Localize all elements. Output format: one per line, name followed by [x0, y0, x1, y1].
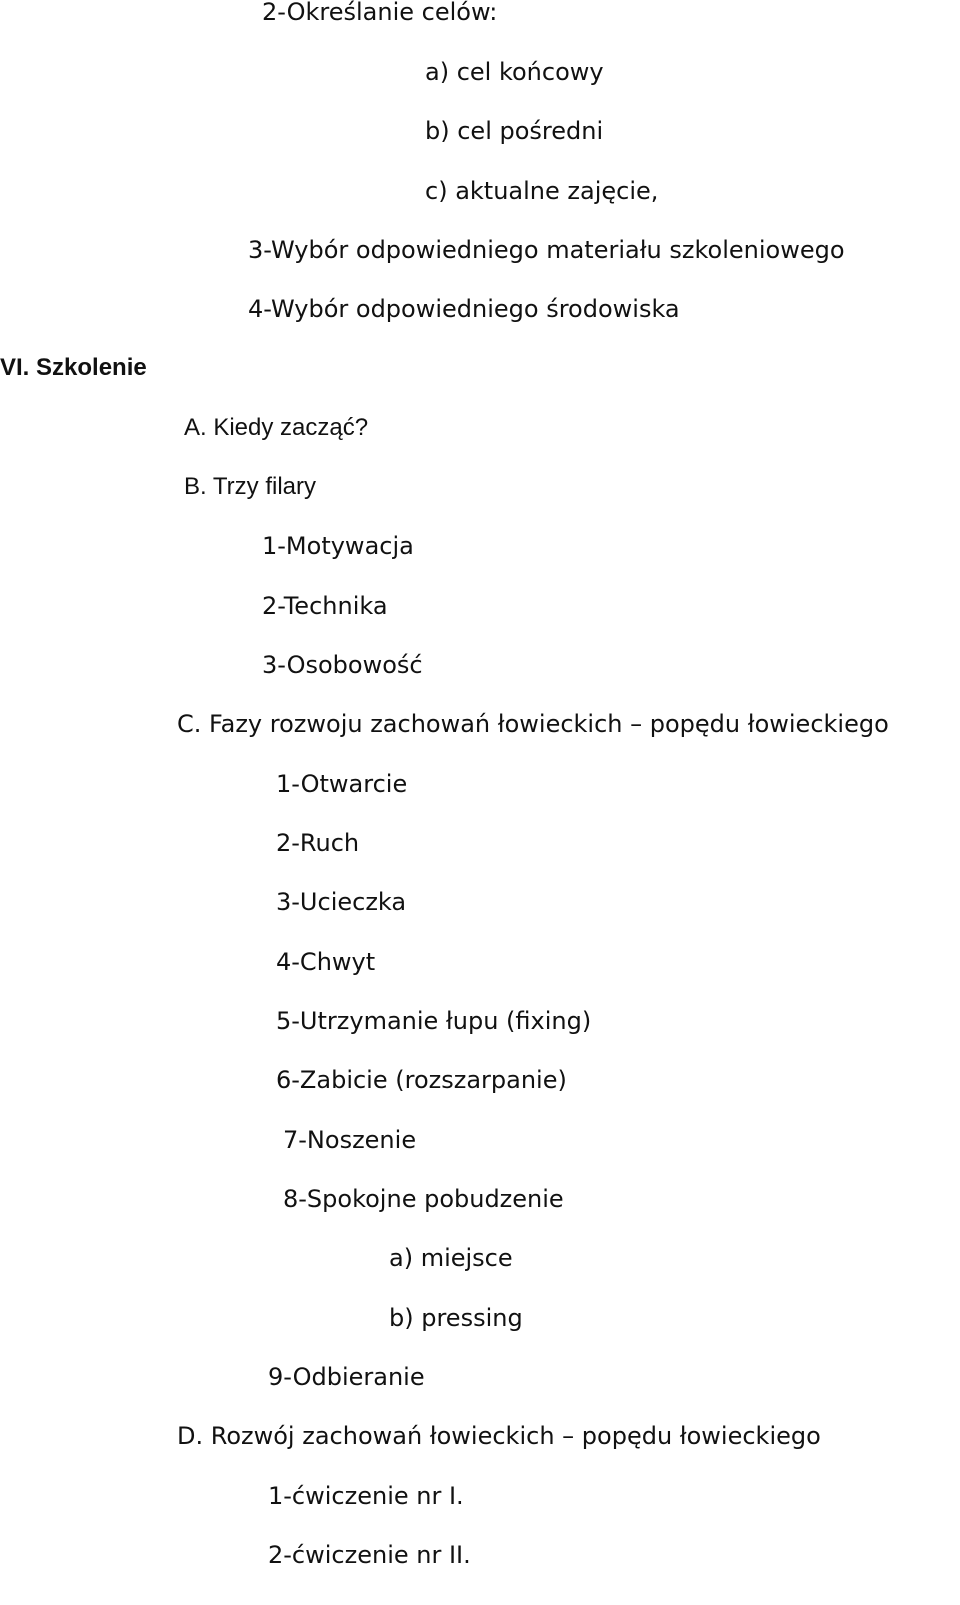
exercise-item-2: 2-ćwiczenie nr II. [268, 1541, 471, 1569]
outline-subitem-a: a) cel końcowy [425, 58, 604, 86]
outline-item-b: B. Trzy filary [184, 473, 317, 500]
outline-item-a: A. Kiedy zacząć? [184, 414, 369, 441]
outline-item-d: D. Rozwój zachowań łowieckich – popędu łowieckiego [177, 1422, 821, 1450]
phase-item-7: 7-Noszenie [283, 1126, 417, 1154]
outline-item-3-material: 3-Wybór odpowiedniego materiału szkoleniowego [248, 236, 845, 264]
phase-subitem-b: b) pressing [389, 1304, 523, 1332]
phase-item-8: 8-Spokojne pobudzenie [283, 1185, 564, 1213]
outline-subitem-c: c) aktualne zajęcie, [425, 177, 659, 205]
outline-item-4-environment: 4-Wybór odpowiedniego środowiska [248, 295, 680, 323]
phase-item-9: 9-Odbieranie [268, 1363, 425, 1391]
outline-subitem-2: 2-Technika [262, 592, 388, 620]
outline-item-2-goals: 2-Określanie celów: [262, 0, 498, 26]
phase-item-5: 5-Utrzymanie łupu (fixing) [276, 1007, 592, 1035]
phase-item-4: 4-Chwyt [276, 948, 376, 976]
exercise-item-1: 1-ćwiczenie nr I. [268, 1482, 464, 1510]
section-heading-vi: VI. Szkolenie [0, 354, 147, 381]
phase-subitem-a: a) miejsce [389, 1244, 513, 1272]
outline-item-c: C. Fazy rozwoju zachowań łowieckich – popędu łowieckiego [177, 710, 889, 738]
outline-subitem-3: 3-Osobowość [262, 651, 423, 679]
outline-subitem-1: 1-Motywacja [262, 532, 414, 560]
phase-item-1: 1-Otwarcie [276, 770, 408, 798]
phase-item-6: 6-Zabicie (rozszarpanie) [276, 1066, 567, 1094]
phase-item-3: 3-Ucieczka [276, 888, 407, 916]
phase-item-2: 2-Ruch [276, 829, 360, 857]
outline-subitem-b: b) cel pośredni [425, 117, 604, 145]
